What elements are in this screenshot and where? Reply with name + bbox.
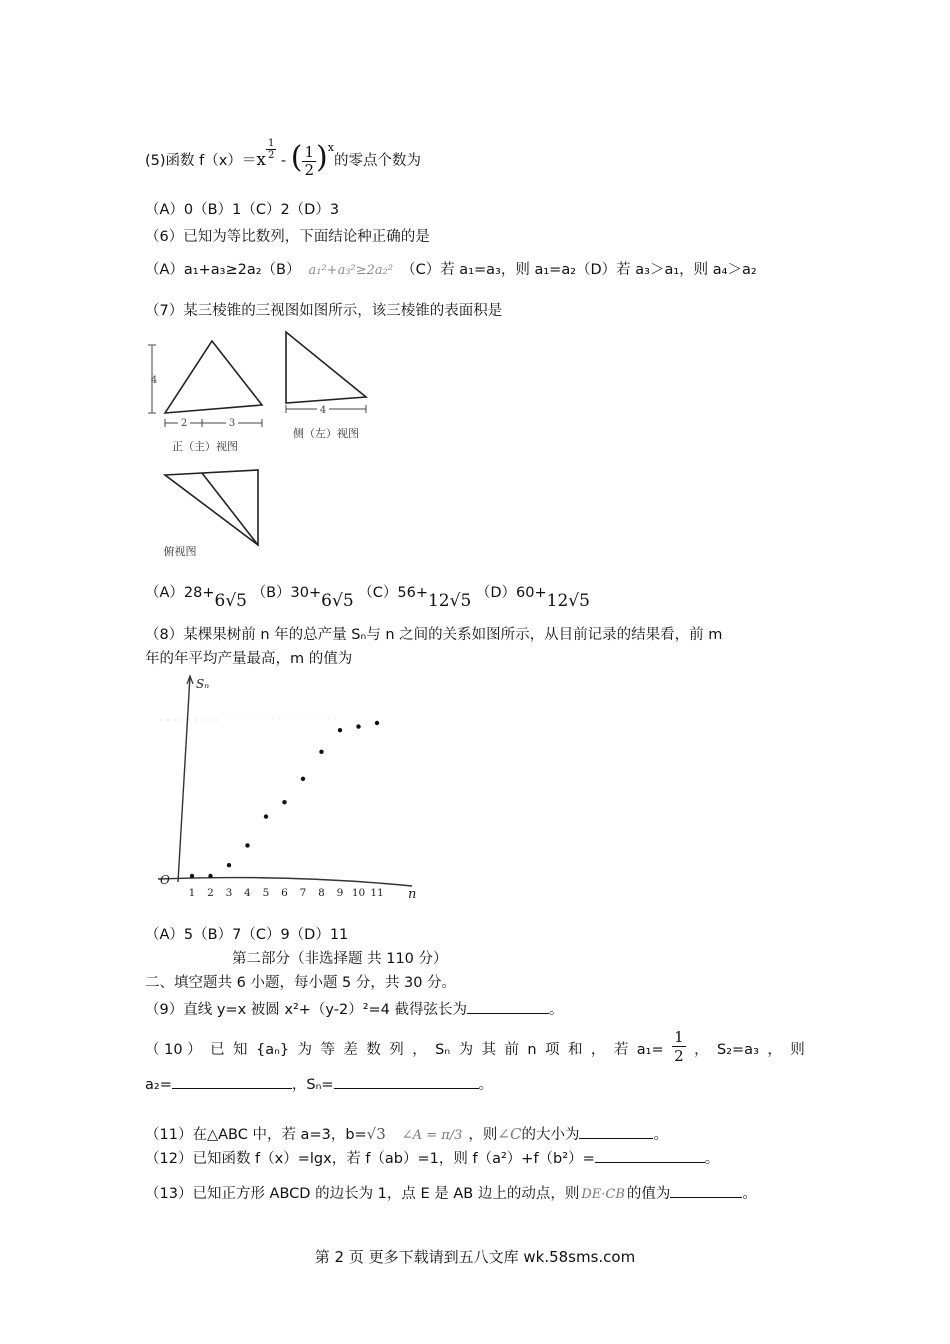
x-tick-label: 10: [351, 887, 366, 899]
q12: [145, 1148, 719, 1169]
q10-word: 和: [567, 1042, 583, 1058]
data-point: [301, 777, 305, 781]
q6-opt-a: （A）a₁+a₃≥2a₂（B）: [145, 262, 301, 278]
page-footer: 第 2 页 更多下载请到五八文库 wk.58sms.com: [314, 1248, 636, 1266]
q7-opt-c: （C）56+: [358, 585, 428, 601]
q6-stem: （6）已知为等比数列，下面结论种正确的是: [145, 229, 430, 245]
q13-end: 。: [742, 1186, 757, 1202]
q7-opt-a: （A）28+: [145, 585, 215, 601]
q5-prefix: (5)函数 f（x）＝: [145, 153, 257, 169]
q10-word: 数: [366, 1042, 381, 1058]
q5-paren-left: (: [290, 140, 303, 175]
q10-sn-blank[interactable]: [334, 1074, 479, 1089]
q11-answer-blank[interactable]: [579, 1124, 653, 1139]
q5-base: x: [256, 150, 266, 170]
y-axis: [178, 676, 190, 882]
q13: [145, 1183, 757, 1205]
q12-end: 。: [704, 1151, 720, 1167]
q8-options: （A）5（B）7（C）9（D）11: [145, 927, 349, 943]
q5-exponent: [266, 138, 276, 161]
side-view-label: 侧（左）视图: [293, 427, 359, 440]
x-tick-label: 6: [281, 887, 288, 899]
x-tick-label: 1: [188, 887, 196, 899]
q7-opt-d: （D）60+: [475, 585, 547, 601]
data-point: [319, 750, 323, 754]
q7-opt-b: （B）30+: [251, 585, 322, 601]
q7-stem: （7）某三棱锥的三视图如图所示，该三棱锥的表面积是: [145, 303, 503, 319]
q10-half-den: 2: [674, 1047, 684, 1065]
q10-word: 为: [458, 1042, 474, 1058]
q5-half-den: 2: [304, 160, 315, 179]
data-point: [375, 721, 379, 725]
q10-word: a₁=: [636, 1042, 664, 1058]
q10-word: 列: [389, 1042, 404, 1058]
data-point: [264, 814, 268, 818]
q7-opt-a-val: 6√5: [214, 591, 247, 611]
x-tick-label: 4: [244, 887, 251, 899]
q10-word: {aₙ}: [255, 1042, 290, 1058]
x-tick-label: 7: [299, 887, 307, 899]
q10-half-fraction: [672, 1028, 686, 1065]
front-view-label: 正（主）视图: [172, 440, 238, 453]
q7-opt-b-val: 6√5: [321, 591, 354, 611]
front-dim-b: 3: [228, 418, 236, 429]
q10-half-num: 1: [674, 1028, 684, 1046]
side-dim: 4: [319, 405, 327, 416]
q5-half-exp: x: [327, 141, 334, 154]
top-view-label: 俯视图: [163, 545, 197, 558]
front-height-label: 4: [150, 375, 158, 386]
q10-a2-blank[interactable]: [172, 1074, 292, 1089]
x-axis-label: n: [408, 887, 417, 902]
q10-word: 为: [297, 1042, 313, 1058]
q12-answer-blank[interactable]: [595, 1148, 705, 1163]
q10-word: 知: [233, 1042, 248, 1058]
q10-word: 若: [613, 1042, 629, 1058]
q6-options: [145, 260, 757, 281]
q11-text-c: ，则: [468, 1127, 498, 1143]
q10-a2-label: a₂=: [145, 1077, 172, 1093]
q8-stem-2: 年的年平均产量最高，m 的值为: [145, 651, 353, 667]
q5-exp-num: 1: [267, 137, 275, 149]
q10-word: 前: [504, 1042, 519, 1058]
x-tick-label: 2: [207, 887, 214, 899]
x-tick-label: 9: [336, 887, 344, 899]
q9-answer-blank[interactable]: [467, 999, 549, 1014]
q10-word: 则: [790, 1042, 805, 1058]
q11-end: 。: [653, 1127, 668, 1143]
q11-text-a: （11）在△ABC 中，若 a=3，b=: [145, 1127, 367, 1143]
q5-exp-den: 2: [267, 149, 275, 161]
top-view: [165, 470, 258, 545]
q10-end: 。: [478, 1077, 493, 1093]
q10-word: ，: [412, 1042, 427, 1058]
q13-text-b: 的值为: [626, 1186, 671, 1202]
q10-word: （ 10 ）: [145, 1042, 202, 1058]
q11-text-d: 的大小为: [521, 1127, 580, 1143]
q8-stem-1: （8）某棵果树前 n 年的总产量 Sₙ与 n 之间的关系如图所示，从目前记录的结果看，前 m: [145, 627, 723, 643]
q11-angle-a: ∠A = π/3: [401, 1128, 463, 1143]
x-tick-label: 11: [370, 887, 384, 899]
q11-angle-c: ∠C: [497, 1125, 522, 1143]
q13-answer-blank[interactable]: [670, 1183, 742, 1198]
data-point: [208, 874, 212, 878]
q11: [145, 1124, 668, 1146]
q5-stem: [145, 137, 421, 179]
part2-heading: 第二部分（非选择题 共 110 分）: [232, 951, 448, 967]
x-tick-label: 3: [225, 887, 233, 899]
q10-line-2: [145, 1074, 493, 1095]
q10-word: 等: [320, 1042, 335, 1058]
q5-paren-right: ): [316, 140, 328, 175]
front-dim-a: 2: [180, 418, 188, 429]
q5-suffix: 的零点个数为: [333, 153, 421, 169]
q5-half-num: 1: [304, 142, 315, 161]
q7-three-views: [140, 325, 380, 565]
q7-opt-c-val: 12√5: [427, 591, 472, 611]
data-point: [227, 863, 231, 867]
q5-options: （A）0（B）1（C）2（D）3: [145, 202, 340, 218]
q10-word: ，: [590, 1042, 606, 1058]
q9: [145, 999, 564, 1020]
q5-minus: -: [276, 153, 291, 169]
side-view: [286, 332, 366, 403]
q10-sn-label: ，Sₙ=: [291, 1077, 334, 1093]
q10-word: ，: [767, 1042, 782, 1058]
q9-text: （9）直线 y=x 被圆 x²+（y-2）²=4 截得弦长为: [145, 1002, 467, 1018]
q13-vector-product: DE·CB: [581, 1187, 625, 1202]
x-axis: [158, 878, 412, 886]
q5-half: [302, 144, 316, 179]
data-point: [356, 724, 360, 728]
q10-word: 差: [343, 1042, 358, 1058]
q6-opt-cd: （C）若 a₁=a₃，则 a₁=a₂（D）若 a₃＞a₁，则 a₄＞a₂: [401, 262, 757, 278]
q10-word: 已: [210, 1042, 225, 1058]
data-point: [190, 874, 194, 878]
q10-word: 其: [481, 1042, 497, 1058]
data-point: [245, 843, 249, 847]
q11-b-value: √3: [366, 1125, 386, 1143]
q13-text-a: （13）已知正方形 ABCD 的边长为 1，点 E 是 AB 边上的动点，则: [145, 1186, 580, 1202]
y-axis-label: Sₙ: [196, 677, 210, 691]
q7-opt-d-val: 12√5: [546, 591, 590, 611]
data-point: [338, 728, 342, 732]
q12-text: （12）已知函数 f（x）=lgx，若 f（ab）=1，则 f（a²）+f（b²）=: [145, 1151, 595, 1167]
q10-word: ，: [694, 1042, 709, 1058]
q9-end: 。: [549, 1002, 564, 1018]
q10-word: 项: [545, 1042, 560, 1058]
q7-options: [145, 577, 590, 611]
q10-word: Sₙ: [435, 1042, 451, 1058]
q10-word: S₂=a₃: [717, 1042, 759, 1058]
q10-line-1: [145, 1028, 805, 1077]
q8-scatter-chart: [150, 672, 430, 904]
origin-label: O: [160, 873, 170, 887]
part2-intro: 二、填空题共 6 小题，每小题 5 分，共 30 分。: [145, 975, 457, 991]
q5-power: [256, 137, 276, 170]
x-tick-label: 5: [262, 887, 270, 899]
q6-opt-b-formula: a₁²+a₃²≥2a₂²: [308, 263, 394, 278]
data-point: [282, 800, 286, 804]
x-tick-label: 8: [318, 887, 325, 899]
q10-word: n: [527, 1042, 537, 1058]
front-view: [165, 341, 262, 413]
